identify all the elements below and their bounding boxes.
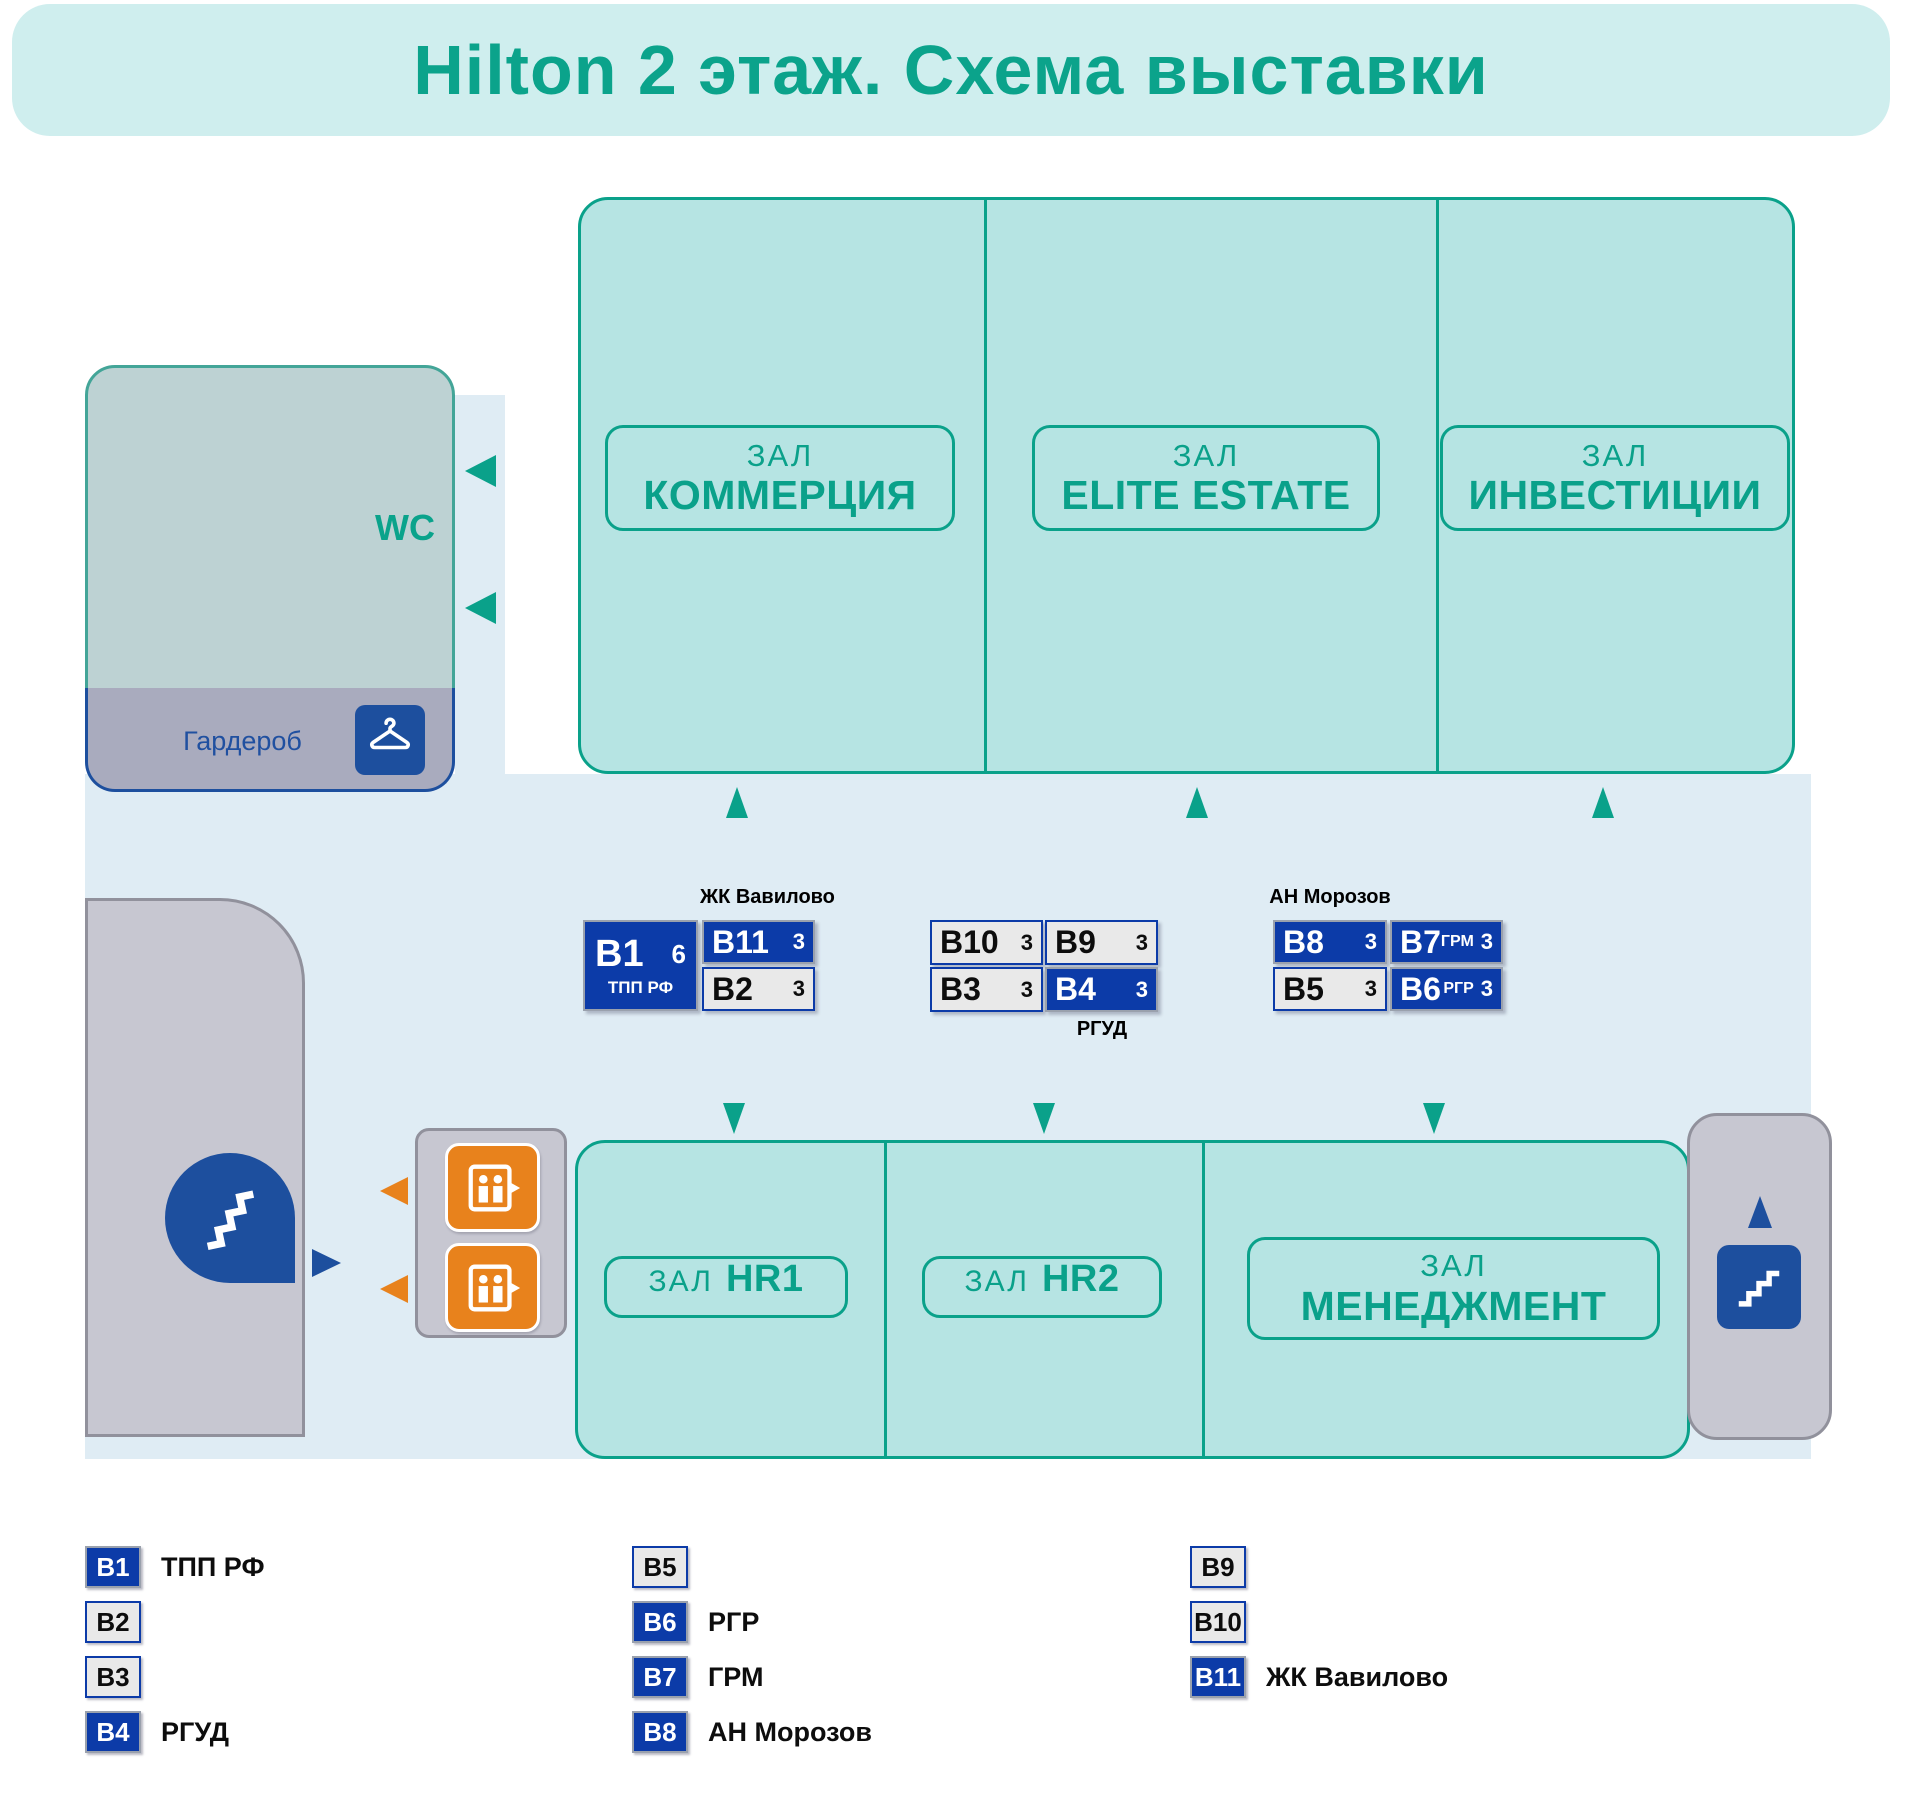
legend-label: ТПП РФ bbox=[161, 1551, 265, 1582]
elevator-badge bbox=[445, 1143, 540, 1232]
wardrobe-label: Гардероб bbox=[183, 726, 302, 756]
legend-chip-b8 bbox=[632, 1711, 688, 1753]
booth-b9 bbox=[1045, 920, 1158, 965]
hall-prefix: ЗАЛ bbox=[1581, 437, 1649, 473]
booth-size: 3 bbox=[792, 929, 805, 954]
stairs-icon bbox=[1732, 1260, 1786, 1314]
booth-group-label: РГУД bbox=[1076, 1018, 1128, 1040]
booth-size: 6 bbox=[671, 939, 686, 969]
hall-label-kommercia bbox=[605, 425, 955, 531]
legend-chip-b7 bbox=[632, 1656, 688, 1698]
legend-id: В4 bbox=[96, 1716, 130, 1747]
legend-chip-b4 bbox=[85, 1711, 141, 1753]
arrow-right-icon bbox=[312, 1249, 341, 1277]
booth-b7 bbox=[1390, 920, 1503, 964]
booth-org: ТПП РФ bbox=[607, 978, 674, 997]
legend-id: В6 bbox=[643, 1606, 677, 1637]
booth-b4 bbox=[1045, 967, 1158, 1012]
corridor-strip bbox=[455, 395, 505, 775]
booth-b5 bbox=[1273, 967, 1387, 1011]
legend-id: В2 bbox=[96, 1606, 130, 1637]
hall-divider bbox=[1436, 200, 1439, 771]
arrow-up-icon bbox=[1748, 1196, 1772, 1228]
hall-label-hr2 bbox=[922, 1256, 1162, 1318]
wc-label: WC bbox=[375, 507, 435, 548]
arrow-up-icon bbox=[1592, 787, 1614, 818]
legend-label: ГРМ bbox=[708, 1661, 764, 1692]
legend-chip-b2 bbox=[85, 1601, 141, 1643]
arrow-up-icon bbox=[1186, 787, 1208, 818]
booth-id: В4 bbox=[1055, 971, 1096, 1007]
booth-b1-row bbox=[595, 933, 686, 976]
arrow-left-icon bbox=[380, 1177, 408, 1205]
hall-label-elite-estate bbox=[1032, 425, 1380, 531]
legend-chip-b1 bbox=[85, 1546, 141, 1588]
booth-size: 3 bbox=[792, 976, 805, 1001]
stairs-badge bbox=[1717, 1245, 1801, 1329]
title-banner bbox=[12, 4, 1890, 136]
legend-id: В8 bbox=[643, 1716, 677, 1747]
arrow-left-icon bbox=[465, 592, 496, 624]
legend-label: РГР bbox=[708, 1606, 760, 1637]
legend-chip-b9 bbox=[1190, 1546, 1246, 1588]
legend-id: В10 bbox=[1194, 1606, 1242, 1637]
booth-id: В6 bbox=[1400, 970, 1441, 1007]
booth-size: 3 bbox=[1364, 929, 1377, 954]
legend-id: В3 bbox=[96, 1661, 130, 1692]
hall-divider bbox=[884, 1143, 887, 1456]
booth-size: 3 bbox=[1480, 976, 1493, 1001]
booth-b10 bbox=[930, 920, 1043, 965]
wardrobe-hanger-badge bbox=[355, 705, 425, 775]
booth-id: В2 bbox=[712, 970, 753, 1007]
booth-id: В11 bbox=[712, 923, 769, 960]
hall-prefix: ЗАЛ bbox=[648, 1265, 713, 1298]
hall-divider bbox=[1202, 1143, 1205, 1456]
booth-size: 3 bbox=[1135, 976, 1148, 1002]
booth-id: В10 bbox=[940, 924, 999, 960]
legend-id: В1 bbox=[96, 1551, 130, 1582]
booth-size: 3 bbox=[1480, 929, 1494, 954]
legend-id: В7 bbox=[643, 1661, 677, 1692]
arrow-down-icon bbox=[1423, 1103, 1445, 1134]
booth-b1 bbox=[583, 920, 698, 1011]
elevator-icon bbox=[462, 1257, 524, 1319]
booth-org: РГР bbox=[1443, 980, 1474, 997]
booth-id: В9 bbox=[1055, 924, 1096, 960]
booth-size: 3 bbox=[1020, 929, 1033, 955]
booth-id: В1 bbox=[595, 933, 644, 975]
legend-chip-b5 bbox=[632, 1546, 688, 1588]
hall-name: HR1 bbox=[725, 1258, 804, 1300]
booth-id: В5 bbox=[1283, 970, 1324, 1007]
legend-id: В9 bbox=[1201, 1551, 1235, 1582]
legend-id: В11 bbox=[1194, 1661, 1242, 1692]
legend-id: В5 bbox=[643, 1551, 677, 1582]
hall-label-investicii bbox=[1440, 425, 1790, 531]
booth-id: В8 bbox=[1283, 923, 1324, 960]
hall-label-management bbox=[1247, 1237, 1660, 1340]
booth-b3 bbox=[930, 967, 1043, 1012]
arrow-left-icon bbox=[465, 455, 496, 487]
arrow-down-icon bbox=[723, 1103, 745, 1134]
page-title: Hilton 2 этаж. Схема выставки bbox=[413, 31, 1489, 109]
hall-divider bbox=[984, 200, 987, 771]
hall-prefix: ЗАЛ bbox=[964, 1265, 1029, 1298]
arrow-left-icon bbox=[380, 1275, 408, 1303]
hall-name: ELITE ESTATE bbox=[1061, 472, 1351, 519]
legend-label: АН Морозов bbox=[708, 1716, 872, 1747]
stairs-icon bbox=[186, 1174, 274, 1262]
booth-size: 3 bbox=[1135, 929, 1148, 955]
hall-prefix: ЗАЛ bbox=[1172, 437, 1240, 473]
legend-chip-b10 bbox=[1190, 1601, 1246, 1643]
legend-chip-b3 bbox=[85, 1656, 141, 1698]
legend-chip-b6 bbox=[632, 1601, 688, 1643]
stairs-badge bbox=[165, 1153, 295, 1283]
booth-id: В7 bbox=[1400, 923, 1441, 960]
hall-prefix: ЗАЛ bbox=[746, 437, 814, 473]
hall-prefix: ЗАЛ bbox=[1420, 1248, 1487, 1284]
arrow-down-icon bbox=[1033, 1103, 1055, 1134]
elevator-icon bbox=[462, 1157, 524, 1219]
booth-group-label: АН Морозов bbox=[1269, 886, 1391, 908]
legend-chip-b11 bbox=[1190, 1656, 1246, 1698]
booth-size: 3 bbox=[1020, 976, 1033, 1002]
hanger-icon bbox=[366, 716, 414, 764]
legend-label: РГУД bbox=[161, 1716, 229, 1747]
booth-b6 bbox=[1390, 967, 1503, 1011]
booth-b8 bbox=[1273, 920, 1387, 964]
legend-label: ЖК Вавилово bbox=[1266, 1661, 1449, 1692]
arrow-up-icon bbox=[726, 787, 748, 818]
hall-name: КОММЕРЦИЯ bbox=[643, 472, 917, 519]
hall-name: МЕНЕДЖМЕНТ bbox=[1300, 1282, 1607, 1329]
booth-group-label: ЖК Вавилово bbox=[700, 886, 835, 908]
hall-label-hr1 bbox=[604, 1256, 848, 1318]
booth-b11 bbox=[702, 920, 815, 964]
hall-name: HR2 bbox=[1041, 1258, 1120, 1300]
booth-org: ГРМ bbox=[1440, 933, 1474, 950]
booth-b2 bbox=[702, 967, 815, 1011]
booth-id: В3 bbox=[940, 971, 981, 1007]
hall-name: ИНВЕСТИЦИИ bbox=[1468, 472, 1762, 519]
elevator-badge bbox=[445, 1243, 540, 1332]
booth-size: 3 bbox=[1364, 976, 1377, 1001]
